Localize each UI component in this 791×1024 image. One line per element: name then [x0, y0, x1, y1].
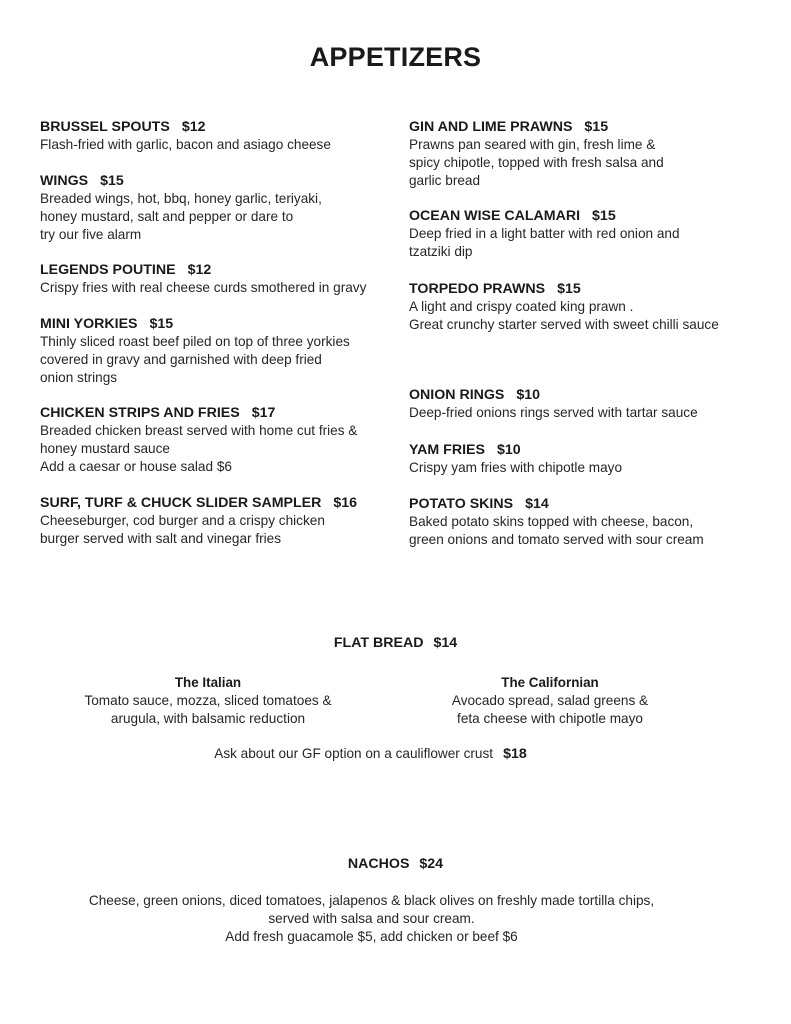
nachos-description [0, 892, 767, 946]
item-price: $10 [496, 442, 521, 458]
item-name: POTATO SKINS [409, 496, 514, 512]
item-name: MINI YORKIES [40, 316, 138, 332]
item-name: LEGENDS POUTINE [40, 262, 176, 278]
item-description: Crispy fries with real cheese curds smothered in gravy [40, 280, 367, 295]
item-description: Breaded wings, hot, bbq, honey garlic, teriyaki, [40, 191, 322, 206]
nachos-line: Add fresh guacamole $5, add chicken or beef $6 [225, 929, 518, 944]
option-description: feta cheese with chipotle mayo [457, 711, 643, 726]
option-description: Tomato sauce, mozza, sliced tomatoes & [84, 693, 332, 708]
item-description: Deep-fried onions rings served with tartar sauce [409, 405, 698, 420]
item-description: Baked potato skins topped with cheese, bacon, [409, 514, 694, 529]
menu-item-gin-lime-prawns [409, 118, 779, 190]
item-price: $14 [525, 496, 549, 512]
item-price: $17 [251, 405, 276, 421]
menu-item-ocean-wise-calamari [409, 207, 779, 261]
item-description: Flash-fried with garlic, bacon and asiago cheese [40, 137, 331, 152]
section-price: $14 [433, 635, 458, 651]
menu-item-wings [40, 172, 400, 244]
item-description: Add a caesar or house salad $6 [40, 459, 232, 474]
item-description: Great crunchy starter served with sweet chilli sauce [409, 317, 719, 332]
item-name: OCEAN WISE CALAMARI [409, 208, 581, 224]
item-name: SURF, TURF & CHUCK SLIDER SAMPLER [40, 495, 322, 511]
menu-item-brussel-spouts [40, 118, 400, 154]
option-description: Avocado spread, salad greens & [451, 693, 649, 708]
item-price: $15 [592, 208, 616, 224]
item-description: burger served with salt and vinegar fries [40, 531, 282, 546]
item-price: $15 [149, 316, 174, 332]
item-name: YAM FRIES [409, 442, 485, 458]
section-name: FLAT BREAD [333, 635, 424, 651]
item-description: Prawns pan seared with gin, fresh lime & [409, 137, 656, 152]
item-description: try our five alarm [40, 227, 142, 242]
gf-price: $18 [503, 746, 527, 762]
item-price: $16 [333, 495, 358, 511]
section-name: NACHOS [347, 856, 410, 872]
menu-item-slider-sampler [40, 494, 400, 548]
section-price: $24 [419, 856, 444, 872]
item-name: CHICKEN STRIPS AND FRIES [40, 405, 240, 421]
option-name: The Italian [174, 675, 242, 690]
menu-item-torpedo-prawns [409, 280, 779, 334]
flat-bread-option-italian [48, 674, 368, 728]
item-description: Breaded chicken breast served with home cut fries & [40, 423, 358, 438]
menu-item-potato-skins [409, 495, 779, 549]
item-price: $12 [181, 119, 206, 135]
option-description: arugula, with balsamic reduction [110, 711, 306, 726]
option-name: The Californian [501, 675, 599, 690]
item-price: $15 [557, 281, 581, 297]
item-name: ONION RINGS [409, 387, 505, 403]
item-description: honey mustard sauce [40, 441, 170, 456]
item-description: garlic bread [409, 173, 481, 188]
page-title: APPETIZERS [309, 42, 482, 72]
item-name: TORPEDO PRAWNS [409, 281, 546, 297]
item-name: GIN AND LIME PRAWNS [409, 119, 573, 135]
nachos-line: Cheese, green onions, diced tomatoes, jalapenos & black olives on freshly made tortilla chips, [88, 893, 655, 908]
item-price: $10 [516, 387, 541, 403]
menu-item-onion-rings [409, 386, 779, 422]
item-description: spicy chipotle, topped with fresh salsa and [409, 155, 664, 170]
gf-option-note [0, 745, 766, 763]
item-description: tzatziki dip [409, 244, 473, 259]
item-price: $12 [187, 262, 212, 278]
item-description: A light and crispy coated king prawn . [409, 299, 634, 314]
nachos-heading [0, 855, 791, 873]
item-description: green onions and tomato served with sour cream [409, 532, 704, 547]
item-description: onion strings [40, 370, 118, 385]
item-description: Cheeseburger, cod burger and a crispy chicken [40, 513, 325, 528]
item-description: Thinly sliced roast beef piled on top of three yorkies [40, 334, 350, 349]
menu-item-yam-fries [409, 441, 779, 477]
flat-bread-heading [0, 634, 791, 652]
flat-bread-option-californian [390, 674, 710, 728]
item-price: $15 [100, 173, 124, 189]
item-name: BRUSSEL SPOUTS [40, 119, 170, 135]
menu-item-legends-poutine [40, 261, 400, 297]
item-description: Deep fried in a light batter with red onion and [409, 226, 680, 241]
item-description: Crispy yam fries with chipotle mayo [409, 460, 623, 475]
gf-note-text: Ask about our GF option on a cauliflower crust [214, 746, 494, 761]
item-description: covered in gravy and garnished with deep fried [40, 352, 322, 367]
item-description: honey mustard, salt and pepper or dare to [40, 209, 294, 224]
item-price: $15 [584, 119, 609, 135]
nachos-line: served with salsa and sour cream. [268, 911, 475, 926]
menu-item-chicken-strips [40, 404, 400, 476]
item-name: WINGS [40, 173, 89, 189]
menu-item-mini-yorkies [40, 315, 400, 387]
